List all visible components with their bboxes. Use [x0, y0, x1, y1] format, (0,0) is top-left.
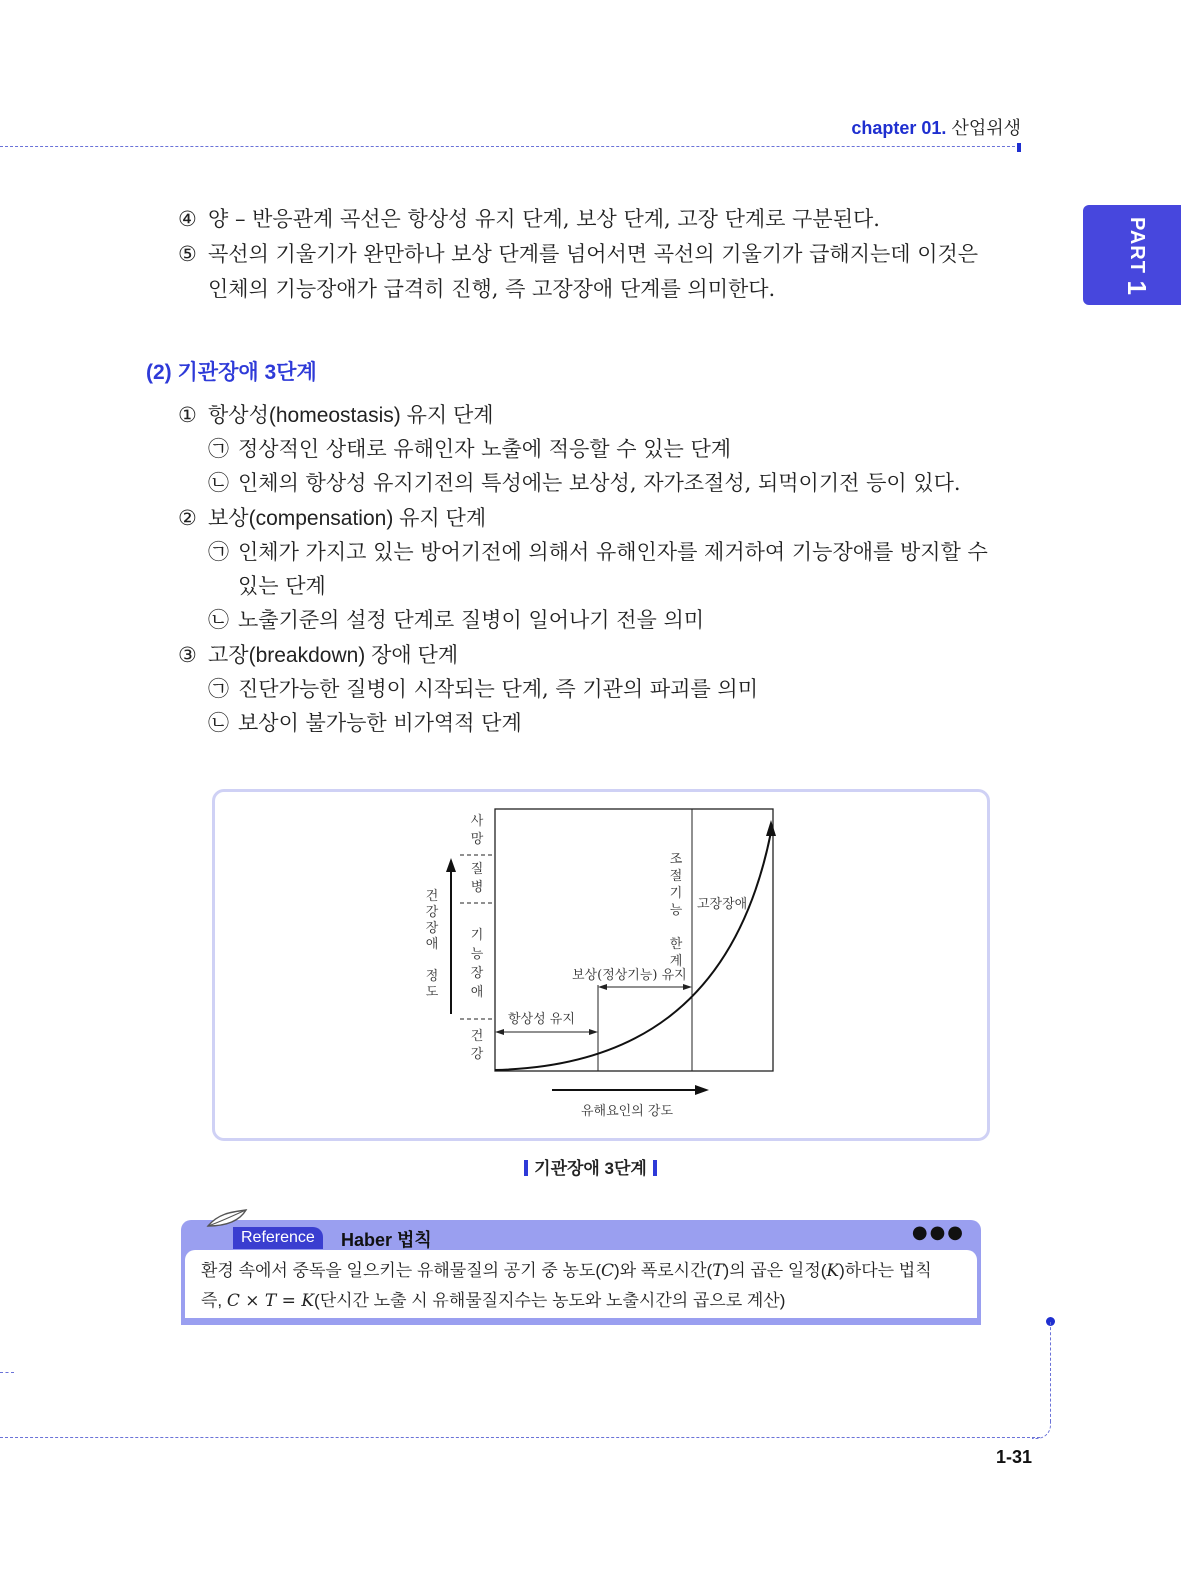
homeostasis-label: 항상성 유지 [508, 1012, 575, 1027]
stage-subitem: ㉡ 노출기준의 설정 단계로 질병이 일어나기 전을 의미 [208, 608, 705, 632]
part-label: PART [1126, 217, 1148, 274]
zone-health-char: 강 [470, 1047, 484, 1062]
homeostasis-arrowhead-right [589, 1029, 598, 1035]
part-number: 1 [1122, 280, 1152, 296]
margin-vertical-rule [1050, 1322, 1051, 1422]
zone-label-health [471, 1028, 484, 1062]
page-number: 1-31 [996, 1447, 1033, 1467]
zone-death-char: 사 [470, 814, 484, 829]
zone-label-disease [471, 861, 484, 895]
footer-divider [0, 1437, 1040, 1438]
zone-dysfunction-char: 장 [470, 966, 484, 981]
y-axis-label-char: 애 [425, 937, 439, 952]
zone-label-death [471, 813, 484, 847]
reference-dots: ●●● [911, 1222, 965, 1243]
zone-health-char: 건 [470, 1029, 484, 1044]
zone-disease-char: 질 [470, 862, 484, 877]
reference-badge: Reference [233, 1227, 323, 1249]
caption-bar-left [524, 1160, 528, 1176]
figure-caption: 기관장애 3단계 [0, 1154, 1181, 1179]
stage-subitem: ㉠ 진단가능한 질병이 시작되는 단계, 즉 기관의 파괴를 의미 [208, 677, 758, 701]
stage-subitem: ㉡ 보상이 불가능한 비가역적 단계 [208, 711, 522, 735]
y-axis-label-char: 도 [425, 985, 439, 1000]
section-heading: (2) 기관장애 3단계 [146, 361, 317, 384]
y-axis-label-char: 정 [425, 969, 439, 984]
chapter-header [851, 114, 1021, 140]
compensation-arrowhead-left [598, 984, 607, 990]
limit-label [670, 852, 683, 969]
y-axis-label-char: 장 [425, 921, 439, 936]
header-tick [1017, 143, 1021, 152]
limit-label-char: 조 [669, 852, 683, 867]
reference-body [185, 1250, 977, 1318]
zone-dysfunction-char: 애 [470, 985, 484, 1000]
y-axis-arrowhead [446, 858, 456, 872]
header-divider [0, 146, 1020, 147]
reference-line-2: 즉, C × T = K(단시간 노출 시 유해물질지수는 농도와 노출시간의 곱으로 계산) [201, 1291, 786, 1311]
compensation-arrowhead-right [683, 984, 692, 990]
compensation-label: 보상(정상기능) 유지 [572, 968, 687, 983]
limit-label-char: 기 [669, 886, 683, 901]
intro-item: ⑤ 곡선의 기울기가 완만하나 보상 단계를 넘어서면 곡선의 기울기가 급해지는데 이것은 [178, 242, 979, 266]
y-axis-label-char: 건 [425, 889, 439, 904]
stage-subitem: ㉠ 정상적인 상태로 유해인자 노출에 적응할 수 있는 단계 [208, 437, 732, 461]
zone-label-dysfunction [471, 927, 484, 1000]
stage-subitem: ㉡ 인체의 항상성 유지기전의 특성에는 보상성, 자가조절성, 되먹이기전 등이 있다. [208, 471, 961, 495]
zone-dysfunction-char: 기 [470, 928, 484, 943]
limit-label-char: 능 [669, 903, 683, 918]
part-tab [1083, 205, 1181, 305]
chapter-number: chapter 01. [851, 118, 947, 138]
zone-disease-char: 병 [470, 880, 484, 895]
reference-box [181, 1220, 981, 1325]
left-margin-tick [0, 1372, 14, 1373]
x-axis-label: 유해요인의 강도 [580, 1104, 674, 1119]
limit-label-char: 한 [669, 937, 683, 952]
limit-label-char: 절 [669, 869, 683, 884]
stage-item: ① 항상성(homeostasis) 유지 단계 [178, 403, 494, 427]
y-axis-label-char: 강 [425, 905, 439, 920]
zone-death-char: 망 [470, 832, 484, 847]
dose-response-curve [495, 832, 771, 1070]
organ-damage-diagram [215, 792, 987, 1138]
stage-subitem-continuation: 있는 단계 [238, 574, 326, 598]
intro-item: ④ 양 – 반응관계 곡선은 항상성 유지 단계, 보상 단계, 고장 단계로 구분된다. [178, 207, 880, 231]
limit-label-char: 계 [669, 954, 683, 969]
caption-bar-right [653, 1160, 657, 1176]
y-axis-label [426, 888, 439, 1000]
stage-item: ② 보상(compensation) 유지 단계 [178, 506, 487, 530]
intro-item-continuation: 인체의 기능장애가 급격히 진행, 즉 고장장애 단계를 의미한다. [208, 277, 776, 301]
reference-title: Haber 법칙 [341, 1230, 432, 1250]
stage-item: ③ 고장(breakdown) 장애 단계 [178, 643, 459, 667]
curve-arrowhead [766, 820, 776, 836]
figure-box [212, 789, 990, 1141]
stage-subitem: ㉠ 인체가 가지고 있는 방어기전에 의해서 유해인자를 제거하여 기능장애를 방지할 수 [208, 540, 988, 564]
zone-dysfunction-char: 능 [470, 947, 484, 962]
homeostasis-arrowhead-left [495, 1029, 504, 1035]
x-axis-arrowhead [695, 1085, 709, 1095]
reference-line-1: 환경 속에서 중독을 일으키는 유해물질의 공기 중 농도(C)와 폭로시간(T)의 곱은 일정(K)하다는 법칙 [201, 1261, 932, 1281]
chapter-title: 산업위생 [951, 118, 1021, 138]
breakdown-label: 고장장애 [697, 897, 748, 912]
